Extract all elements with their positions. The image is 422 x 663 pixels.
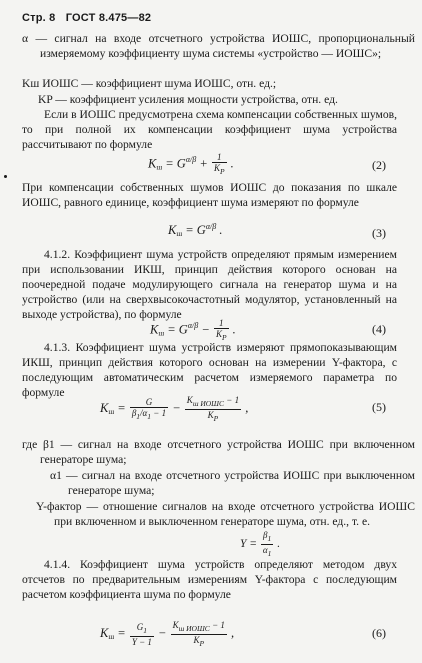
page-number: Стр. 8 bbox=[22, 12, 56, 24]
formula-5: $K_ш$ = $\frac{G}{\beta_1/\alpha_1 - 1}$ − $\frac{K_{ш ИОШС} - 1}{K_P}$ , bbox=[100, 395, 249, 423]
margin-dot bbox=[4, 175, 7, 178]
def-alpha1: α1 — сигнал на входе отсчетного устройства ИОШС при выключенном генераторе шума; bbox=[50, 469, 415, 497]
para-compensation-intro: Если в ИОШС предусмотрена схема компенсации собственных шумов, то при полной их компенсации коэффициент шума устройства рассчитывают по формуле bbox=[22, 108, 397, 151]
eq-number-6: (6) bbox=[372, 626, 386, 640]
para-compensation-unity: При компенсации собственных шумов ИОШС до показания по шкале ИОШС, равного единице, коэффициент шума измеряют по формуле bbox=[22, 181, 397, 209]
eq-number-3: (3) bbox=[372, 226, 386, 240]
eq-number-4: (4) bbox=[372, 322, 386, 336]
eq-number-5: (5) bbox=[372, 400, 386, 414]
def-alpha: α — сигнал на входе отсчетного устройства ИОШС, пропорциональный измеряемому коэффициенту шума системы «устройство — ИОШС»; bbox=[22, 32, 415, 60]
page-header bbox=[22, 12, 158, 24]
def-yfactor: Y-фактор — отношение сигналов на входе отсчетного устройства ИОШС при включенном и выключенном генераторе шума, отн. ед., т. е. bbox=[36, 500, 415, 528]
para-4-1-3: 4.1.3. Коэффициент шума устройств измеряют прямопоказывающим ИКШ, принцип действия которого основан на измерении Y-фактора, с последующим автоматическим расчетом измеряемого параметра по формуле bbox=[22, 341, 397, 399]
def-beta1: где β1 — сигнал на входе отсчетного устройства ИОШС при включенном генераторе шума; bbox=[22, 438, 415, 466]
formula-6: $K_ш$ = $\frac{G_1}{Y - 1}$ − $\frac{K_{ш ИОШС} - 1}{K_P}$ , bbox=[100, 620, 235, 648]
formula-y: Y = $\frac{\beta_1}{\alpha_1}$ . bbox=[240, 530, 281, 558]
para-4-1-2: 4.1.2. Коэффициент шума устройств определяют прямым измерением при использовании ИКШ, принцип действия которого основан на поочередной подаче модулирующего сигнала на генератор шума и на устройство (или на сверхвысокочастотный модулятор, установленный на выходе устройства), по формуле bbox=[22, 248, 397, 321]
formula-2: $K_ш = G^{\alpha/\beta}$ + $\frac{1}{K_P}$ . bbox=[148, 152, 234, 176]
formula-3: $K_ш = G^{\alpha/\beta}$ . bbox=[168, 222, 223, 239]
eq-number-2: (2) bbox=[372, 158, 386, 172]
def-kp: KP — коэффициент усиления мощности устройства, отн. ед. bbox=[38, 93, 338, 106]
def-kiosh: Kш ИОШС — коэффициент шума ИОШС, отн. ед.; bbox=[22, 77, 277, 90]
formula-4: $K_ш = G^{\alpha/\beta}$ − $\frac{1}{K_P}$ . bbox=[150, 318, 236, 342]
para-4-1-4: 4.1.4. Коэффициент шума устройств определяют методом двух отсчетов по предварительным измерениям Y-фактора с последующим расчетом коэффициента шума по формуле bbox=[22, 558, 397, 601]
standard-id: ГОСТ 8.475—82 bbox=[65, 12, 152, 24]
